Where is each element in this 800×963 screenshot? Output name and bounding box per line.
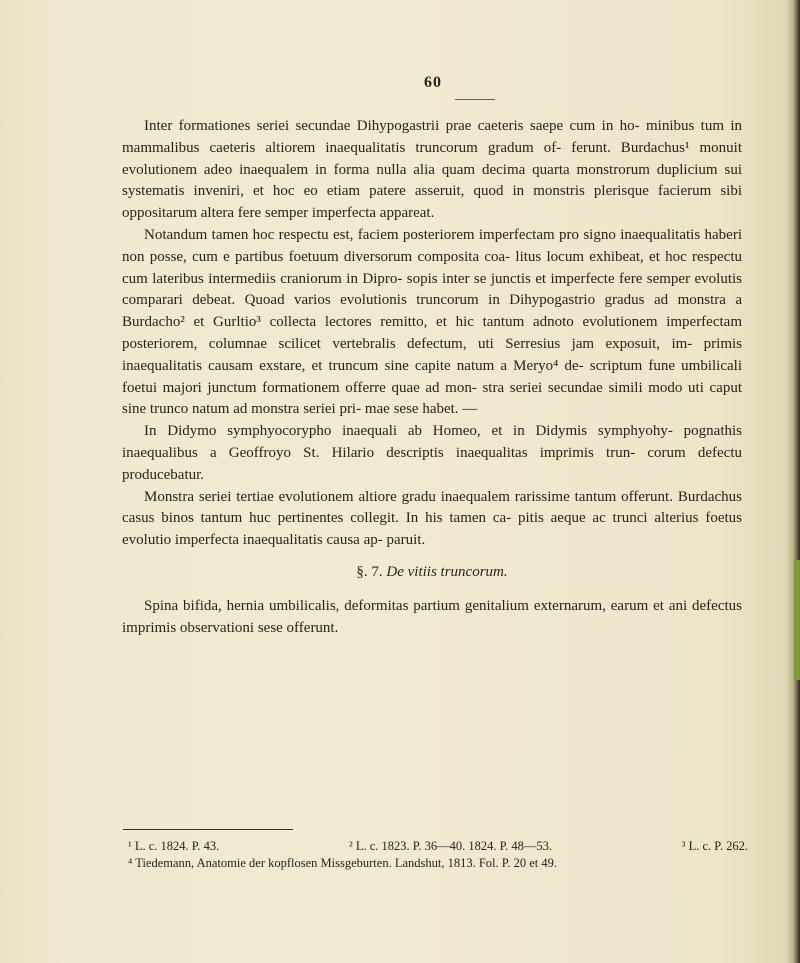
footnote-row-1 xyxy=(128,838,748,855)
paragraph-3: In Didymo symphyocorypho inaequali ab Homeo, et in Didymis symphyohy- pognathis inaequalibus a Geoffroyo St. Hilario descriptis inaequalitas imprimis trun- corum defectu producebatur. xyxy=(122,423,742,483)
footnote-1: ¹ L. c. 1824. P. 43. xyxy=(128,839,220,853)
paragraph-4: Monstra seriei tertiae evolutionem altiore gradu inaequalem rarissime tantum offerunt. Burdachus casus binos tantum huc pertinentes collegit. In his tamen ca- pitis aeque ac trunci alterius foetus evolutio imperfecta inaequalitatis causa ap- paruit. xyxy=(122,488,742,549)
section-title: De vitiis truncorum. xyxy=(386,563,508,580)
footnote-row-2 xyxy=(128,855,748,872)
paragraph-1: Inter formationes seriei secundae Dihypogastrii prae caeteris saepe cum in ho- minibus tum in mammalibus caeteris altiorem inaequalitatis truncorum gradum of- ferunt. Burdachus¹ monuit evolutionem adeo inaequalem in forma nulla alia quam decima quarta monstrorum duplicium sui systematis inveniri, et hoc eo etiam patere asseruit, quod in monstris plerisque facierum sibi oppositarum altera fere semper imperfecta appareat. xyxy=(122,118,742,222)
main-text xyxy=(122,116,742,639)
header-rule xyxy=(455,99,495,100)
footnote-2: ² L. c. 1823. P. 36—40. 1824. P. 48—53. xyxy=(348,839,553,853)
paragraph-2: Notandum tamen hoc respectu est, faciem posteriorem imperfectam pro signo inaequalitatis haberi non posse, cum e partibus foetuum diversorum composita coa- litus locum exhibeat, et hoc respectu cum lateribus intermediis craniorum in Dipro- sopis inter se junctis et imperfecte fere semper evolutis comparari debeat. Quoad varios evolutionis truncorum in Dihypogastrio gradus ad monstra a Burdacho² et Gurltio³ collecta lectores remitto, et hic tantum adnoto evolutionem imperfectam posteriorem, columnae scilicet vertebralis defectum, uti Serresius jam exposuit, im- primis inaequalitatis causam exstare, et truncum sine capite natum a Meryo⁴ de- scriptum fune umbilicali foetui majori junctum formationem offerre quae ad mon- stra seriei secundae simili modo uti caput sine trunco natum ad monstra seriei pri- mae sese habet. — xyxy=(122,226,742,418)
page-number: 60 xyxy=(424,74,442,91)
edge-stain xyxy=(794,560,800,680)
footnotes xyxy=(128,838,748,872)
footnote-rule xyxy=(123,829,293,830)
page-edge xyxy=(786,0,800,963)
section-number: §. 7. xyxy=(356,563,383,580)
section-paragraph: Spina bifida, hernia umbilicalis, deformitas partium genitalium externarum, earum et ani defectus imprimis observationi sese offerunt. xyxy=(122,597,742,636)
footnote-3: ³ L. c. P. 262. xyxy=(681,839,748,853)
section-heading xyxy=(122,562,742,584)
footnote-4: ⁴ Tiedemann, Anatomie der kopflosen Missgeburten. Landshut, 1813. Fol. P. 20 et 49. xyxy=(128,856,557,870)
